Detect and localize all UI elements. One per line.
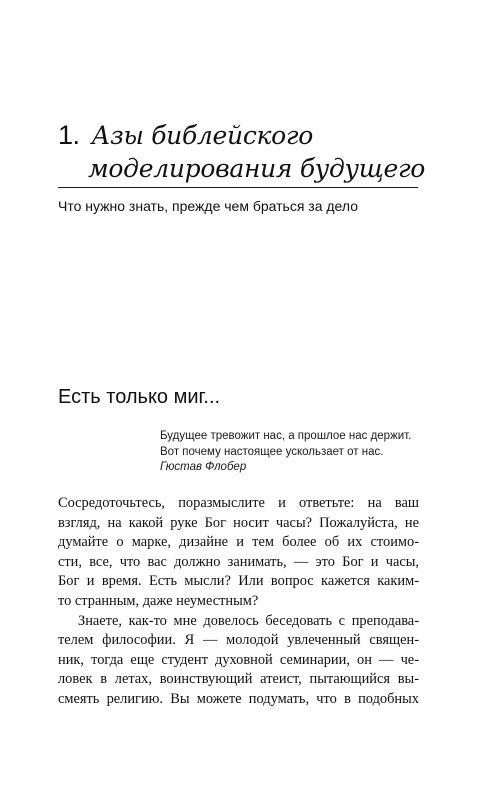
text-line: ник, тогда еще студент духовной семинарии, он — че- [58, 651, 419, 668]
chapter-title [58, 118, 438, 184]
chapter-title-text-1: Азы библейского [91, 121, 314, 150]
text-line: смеять религию. Вы можете подумать, что в подобных [58, 690, 419, 707]
text-line: ловек в летах, воинствующий атеист, пытающийся вы- [58, 671, 419, 688]
section-heading: Есть только миг... [58, 386, 221, 408]
text-line: думайте о марке, дизайне и тем более об их стоимо- [58, 534, 419, 551]
text-line: Сосредоточьтесь, поразмыслите и ответьте: на ваш [58, 495, 419, 511]
text-line: сти, все, что вас должно занимать, — это Бог и часы, [58, 553, 419, 570]
chapter-divider [58, 187, 418, 188]
paragraph-1 [58, 494, 419, 612]
chapter-number: 1. [58, 120, 80, 150]
chapter-title-line-1 [58, 118, 438, 151]
chapter-title-text-2: моделирования будущего [88, 154, 426, 183]
epigraph [160, 429, 420, 476]
epigraph-author: Гюстав Флобер [160, 461, 247, 473]
text-line: телем философии. Я — молодой увлеченный священ- [58, 632, 419, 649]
text-line: взгляд, на какой руке Бог носит часы? Пожалуйста, не [58, 514, 419, 531]
body-text [58, 494, 419, 710]
epigraph-line-2: Вот почему настоящее ускользает от нас. [160, 445, 384, 458]
text-line: то странным, даже неуместным? [58, 592, 259, 609]
paragraph-2 [58, 612, 419, 710]
text-line: Бог и время. Есть мысли? Или вопрос кажется каким- [58, 573, 419, 590]
chapter-title-line-2 [58, 151, 438, 184]
text-line: Знаете, как-то мне довелось беседовать с преподава- [78, 612, 419, 629]
epigraph-line-1: Будущее тревожит нас, а прошлое нас держит. [160, 430, 412, 442]
chapter-subtitle: Что нужно знать, прежде чем браться за дело [58, 198, 358, 214]
